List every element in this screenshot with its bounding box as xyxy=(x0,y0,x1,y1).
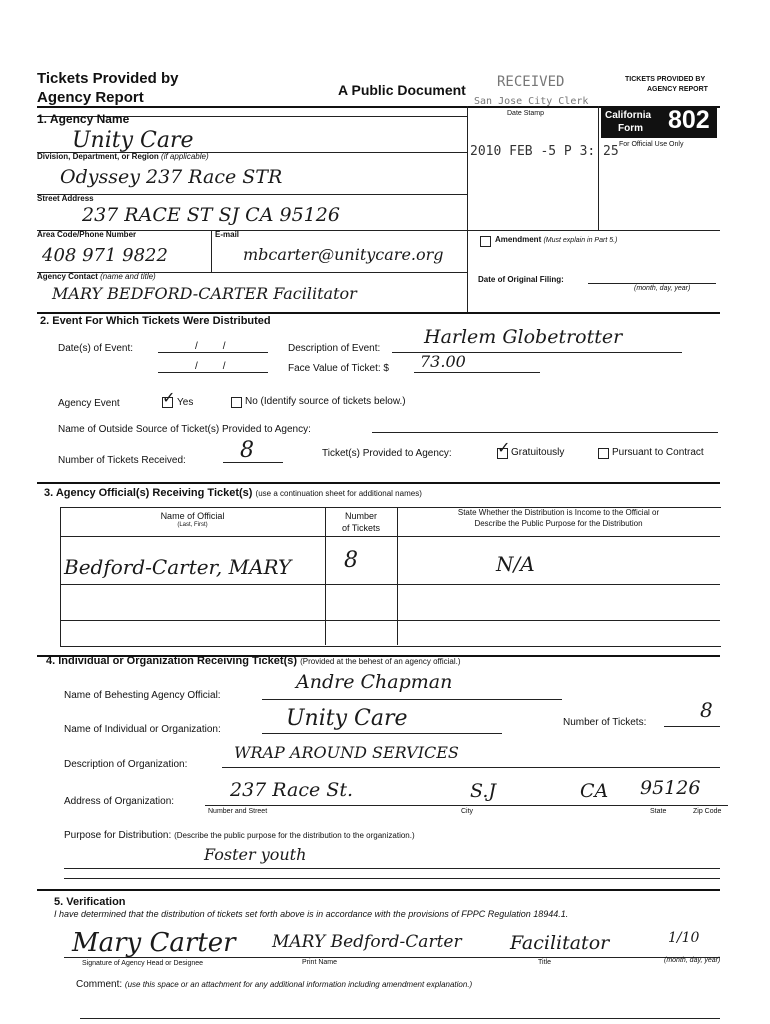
city-caption: City xyxy=(461,808,474,815)
officials-row-2-rule xyxy=(60,620,720,621)
section5-top-rule xyxy=(37,889,720,891)
official-use-label: For Official Use Only xyxy=(619,141,684,148)
behesting-label: Name of Behesting Agency Official: xyxy=(64,690,221,701)
section3-heading: 3. Agency Official(s) Receiving Ticket(s) (use a continuation sheet for additional names) xyxy=(44,487,422,499)
contact-label: Agency Contact (name and title) xyxy=(37,272,156,281)
signature-value[interactable]: Mary Carter xyxy=(72,928,236,958)
organization-description-value[interactable]: WRAP AROUND SERVICES xyxy=(234,743,459,762)
organization-name-value[interactable]: Unity Care xyxy=(286,706,408,731)
date-stamp-label: Date Stamp xyxy=(507,110,544,117)
division-value[interactable]: Odyssey 237 Race STR xyxy=(60,166,283,188)
purpose-line-2 xyxy=(64,878,720,879)
provided-to-agency-label: Ticket(s) Provided to Agency: xyxy=(322,448,452,459)
official-row-1-purpose[interactable]: N/A xyxy=(496,552,535,576)
section4-heading: 4. Individual or Organization Receiving Ticket(s) (Provided at the behest of an agency official.) xyxy=(46,655,461,667)
face-value-line xyxy=(414,372,540,373)
section5-heading: 5. Verification xyxy=(54,896,126,908)
form-title-line1: Tickets Provided by xyxy=(37,70,179,87)
phone-label: Area Code/Phone Number xyxy=(37,230,137,239)
zip-caption: Zip Code xyxy=(693,808,722,815)
agency-name-value[interactable]: Unity Care xyxy=(72,128,194,153)
organization-description-label: Description of Organization: xyxy=(64,759,188,770)
title-value[interactable]: Facilitator xyxy=(510,932,610,954)
verification-statement: I have determined that the distribution of tickets set forth above is in accordance with the provisions of FPPC Regulation 18944.1. xyxy=(54,909,569,919)
tickets-received-label: Number of Tickets Received: xyxy=(58,455,186,466)
pursuant-checkbox[interactable] xyxy=(598,448,609,459)
organization-address-zip[interactable]: 95126 xyxy=(640,777,701,799)
date-stamp-value: 2010 FEB -5 P 3: 25 xyxy=(470,144,619,159)
contact-value[interactable]: MARY BEDFORD-CARTER Facilitator xyxy=(52,284,357,303)
amendment-checkbox[interactable] xyxy=(480,236,491,247)
purpose-value[interactable]: Foster youth xyxy=(204,845,307,864)
original-filing-note: (month, day, year) xyxy=(634,285,691,292)
public-document-label: A Public Document xyxy=(338,82,466,98)
received-office-stamp: San Jose City Clerk xyxy=(474,96,589,107)
organization-address-state[interactable]: CA xyxy=(580,780,609,802)
original-filing-label: Date of Original Filing: xyxy=(478,275,564,284)
date-caption: (month, day, year) xyxy=(664,957,721,964)
event-description-value[interactable]: Harlem Globetrotter xyxy=(424,326,623,348)
email-value[interactable]: mbcarter@unitycare.org xyxy=(243,245,444,264)
organization-tickets-label: Number of Tickets: xyxy=(563,717,647,728)
agency-event-no-label: No (Identify source of tickets below.) xyxy=(245,396,406,407)
organization-tickets-line xyxy=(664,726,720,727)
form-title-line2: Agency Report xyxy=(37,89,144,106)
signature-caption: Signature of Agency Head or Designee xyxy=(82,960,204,967)
organization-address-city[interactable]: S.J xyxy=(470,780,496,802)
title-caption: Title xyxy=(538,959,551,966)
section1-heading: 1. Agency Name xyxy=(37,112,130,126)
tickets-received-line xyxy=(223,462,283,463)
verification-line xyxy=(64,957,720,958)
event-date-slashes-1: / / xyxy=(195,341,226,352)
section2-heading: 2. Event For Which Tickets Were Distributed xyxy=(40,315,271,327)
official-purpose-header: State Whether the Distribution is Income to the Official or Describe the Public Purpose for the Distribution xyxy=(457,508,660,528)
street-caption: Number and Street xyxy=(208,808,268,815)
form-number: 802 xyxy=(668,106,710,134)
behesting-value[interactable]: Andre Chapman xyxy=(296,671,453,693)
organization-address-label: Address of Organization: xyxy=(64,796,175,807)
organization-name-label: Name of Individual or Organization: xyxy=(64,724,221,735)
agency-event-yes-label: Yes xyxy=(177,397,194,408)
state-caption: State xyxy=(650,808,667,815)
outside-source-line[interactable] xyxy=(372,432,718,433)
street-label: Street Address xyxy=(37,194,94,203)
event-date-slashes-2: / / xyxy=(195,361,226,372)
organization-address-line xyxy=(205,805,728,806)
form-label-form: Form xyxy=(618,123,643,134)
purpose-line-1 xyxy=(64,868,720,869)
official-row-1-number[interactable]: 8 xyxy=(344,548,358,573)
official-number-header: Number of Tickets xyxy=(341,511,380,533)
agency-event-no-checkbox[interactable] xyxy=(231,397,242,408)
section3-top-rule xyxy=(37,482,720,484)
official-use-divider xyxy=(598,106,599,230)
print-name-value[interactable]: MARY Bedford-Carter xyxy=(272,932,462,952)
organization-description-line xyxy=(222,767,720,768)
event-dates-label: Date(s) of Event: xyxy=(58,343,134,354)
official-name-header: Name of Official (Last, First) xyxy=(160,511,225,528)
event-date-line-2[interactable] xyxy=(158,372,268,373)
stamp-column-divider xyxy=(467,106,468,312)
behesting-line xyxy=(262,699,562,700)
face-value-value[interactable]: 73.00 xyxy=(420,352,466,371)
organization-address-street[interactable]: 237 Race St. xyxy=(230,779,353,801)
verification-date-value[interactable]: 1/10 xyxy=(668,930,700,946)
original-filing-line[interactable] xyxy=(588,283,716,284)
event-date-line-1[interactable] xyxy=(158,352,268,353)
print-name-caption: Print Name xyxy=(302,959,338,966)
comment-line[interactable] xyxy=(80,1018,720,1019)
division-line xyxy=(37,194,467,195)
official-row-1-name[interactable]: Bedford-Carter, MARY xyxy=(64,555,292,579)
pursuant-label: Pursuant to Contract xyxy=(612,447,704,458)
agency-event-label: Agency Event xyxy=(58,398,120,409)
phone-email-divider xyxy=(211,230,212,272)
organization-name-line xyxy=(262,733,502,734)
organization-tickets-value[interactable]: 8 xyxy=(700,698,713,722)
section2-top-rule xyxy=(37,312,720,314)
right-caption-2: AGENCY REPORT xyxy=(647,86,708,93)
agency-event-yes-check-mark: ✓ xyxy=(162,388,176,407)
street-line xyxy=(37,230,720,231)
outside-source-label: Name of Outside Source of Ticket(s) Provided to Agency: xyxy=(58,424,311,435)
officials-row-1-rule xyxy=(60,584,720,585)
gratuitously-check-mark: ✓ xyxy=(497,438,511,457)
form-label-california: California xyxy=(605,110,652,121)
officials-header-rule xyxy=(60,536,720,537)
face-value-label: Face Value of Ticket: $ xyxy=(288,363,389,374)
gratuitously-label: Gratuitously xyxy=(511,447,565,458)
right-caption-1: TICKETS PROVIDED BY xyxy=(625,76,706,83)
amendment-label: Amendment (Must explain in Part 5.) xyxy=(495,235,618,244)
comment-label: Comment: (use this space or an attachment for any additional information including amendment explanation.) xyxy=(76,979,473,990)
street-value[interactable]: 237 RACE ST SJ CA 95126 xyxy=(82,204,340,226)
received-stamp: RECEIVED xyxy=(497,74,565,90)
tickets-received-value[interactable]: 8 xyxy=(240,438,254,463)
purpose-label: Purpose for Distribution: (Describe the public purpose for the distribution to the organization.) xyxy=(64,830,415,841)
event-description-label: Description of Event: xyxy=(288,343,381,354)
division-label: Division, Department, or Region (if applicable) xyxy=(37,152,209,161)
email-label: E-mail xyxy=(215,230,240,239)
phone-value[interactable]: 408 971 9822 xyxy=(42,245,168,266)
